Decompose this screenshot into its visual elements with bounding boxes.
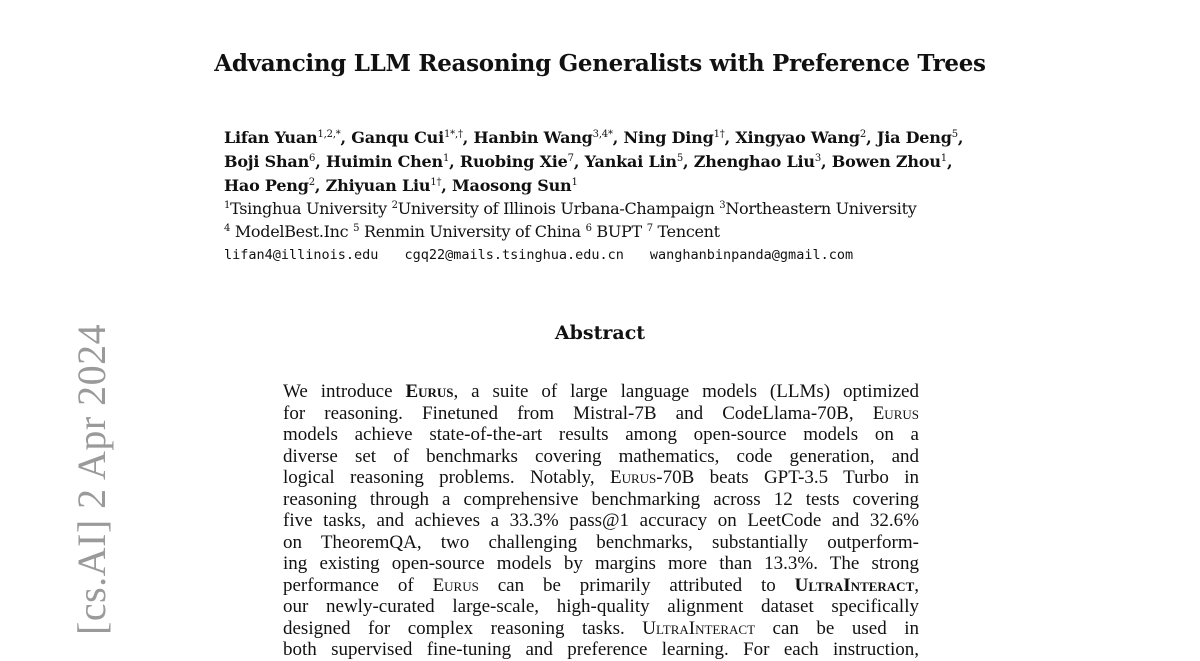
abstract-text: our newly-curated large-scale, high-quality alignment dataset specifically	[283, 596, 919, 617]
abstract-text: logical reasoning problems. Notably,	[283, 467, 610, 488]
author-separator: ,	[573, 152, 585, 171]
author	[624, 128, 725, 147]
author-separator: ,	[462, 128, 474, 147]
abstract-heading: Abstract	[554, 322, 646, 344]
author-affiliation-mark: 2	[308, 177, 315, 188]
abstract-text: ing existing open-source models by margins more than 13.3%. The strong	[283, 553, 919, 574]
author-name: Jia Deng	[876, 128, 952, 147]
author	[832, 152, 947, 171]
affiliation-line	[224, 199, 1044, 218]
abstract-text: designed for complex reasoning tasks.	[283, 617, 643, 639]
author	[326, 152, 449, 171]
affiliation-name: Northeastern University	[725, 199, 917, 218]
email-address: lifan4@illinois.edu	[224, 247, 379, 263]
author-affiliation-mark: 1†	[713, 129, 725, 140]
email-list	[224, 247, 879, 263]
author-separator: ,	[340, 128, 352, 147]
email-address: cgq22@mails.tsinghua.edu.cn	[404, 247, 624, 263]
author-name: Huimin Chen	[325, 152, 443, 171]
author-name: Maosong Sun	[452, 176, 572, 195]
abstract-text: on TheoremQA, two challenging benchmarks, substantially outperform-	[283, 531, 919, 553]
author-affiliation-mark: 1*,†	[444, 129, 463, 140]
abstract-text: , a suite of large language models (LLMs) optimized	[453, 381, 919, 402]
abstract-line	[283, 424, 919, 446]
abstract-text: performance of	[283, 574, 433, 596]
author-affiliation-mark: 1	[442, 153, 450, 164]
author-separator: ,	[724, 128, 736, 147]
affiliation-number: 4	[224, 223, 231, 234]
author	[351, 128, 462, 147]
author-affiliation-mark: 1	[571, 177, 578, 188]
author-separator: ,	[821, 152, 832, 171]
abstract-line	[283, 596, 919, 618]
affiliation-name: Tsinghua University	[230, 199, 392, 218]
abstract-line	[283, 446, 919, 468]
author	[585, 152, 683, 171]
abstract-line	[283, 489, 919, 511]
abstract-line	[283, 553, 919, 575]
affiliation-number: 3	[719, 200, 726, 211]
author	[877, 128, 958, 147]
author	[460, 152, 574, 171]
abstract-line	[283, 639, 919, 661]
affiliation-name: University of Illinois Urbana-Champaign	[397, 199, 720, 218]
abstract-text: -70B beats GPT-3.5 Turbo in	[656, 467, 919, 488]
author-list	[224, 126, 1024, 198]
affiliation-number: 1	[224, 200, 231, 211]
author-line	[224, 176, 578, 195]
abstract-term: Eurus	[432, 574, 479, 596]
author	[224, 128, 341, 147]
author-name: Ganqu Cui	[351, 128, 444, 147]
author	[452, 176, 578, 195]
affiliation-name: ModelBest.Inc	[230, 222, 354, 241]
author-separator: ,	[449, 152, 460, 171]
author-name: Yankai Lin	[584, 152, 677, 171]
author-affiliation-mark: 2	[859, 129, 867, 140]
author-name: Hanbin Wang	[473, 128, 593, 147]
author-affiliation-mark: 1,2,*	[317, 129, 341, 140]
author-separator: ,	[441, 176, 453, 195]
abstract-text: can be primarily attributed to	[478, 574, 795, 596]
author	[735, 128, 866, 147]
author-name: Bowen Zhou	[831, 152, 941, 171]
author-separator: ,	[866, 128, 877, 147]
affiliation-name: BUPT	[591, 222, 647, 241]
affiliation-name: Renmin University of China	[359, 222, 586, 241]
abstract-term: Eurus	[872, 402, 919, 424]
abstract-text: diverse set of benchmarks covering mathematics, code generation, and	[283, 445, 919, 467]
affiliation-number: 7	[646, 223, 653, 234]
abstract-line	[283, 510, 919, 532]
abstract-term: Eurus	[610, 467, 657, 488]
abstract-text: models achieve state-of-the-art results among open-source models on a	[283, 424, 919, 445]
abstract-text: ,	[914, 574, 919, 596]
arxiv-sidebar-stamp	[24, 323, 114, 640]
abstract-text: We introduce	[283, 381, 406, 402]
abstract-line	[283, 575, 919, 597]
abstract-text: can be used in	[755, 617, 920, 639]
author-name: Zhenghao Liu	[693, 152, 815, 171]
author-line	[224, 152, 952, 171]
abstract-term: UltraInteract	[642, 617, 756, 639]
author	[694, 152, 821, 171]
affiliation-number: 2	[391, 200, 398, 211]
author-name: Boji Shan	[224, 152, 310, 171]
abstract-term: UltraInteract	[794, 574, 915, 596]
author-affiliation-mark: 3	[814, 153, 822, 164]
affiliation-line	[224, 222, 1044, 241]
author-separator: ,	[612, 128, 624, 147]
author	[224, 176, 315, 195]
author-separator: ,	[946, 152, 953, 171]
author-affiliation-mark: 1	[940, 153, 947, 164]
affiliation-number: 6	[585, 223, 592, 234]
author-name: Ruobing Xie	[459, 152, 568, 171]
abstract-text: both supervised fine-tuning and preference learning. For each instruction,	[283, 639, 919, 660]
author	[474, 128, 613, 147]
author-separator: ,	[315, 152, 326, 171]
email-address: wanghanbinpanda@gmail.com	[649, 247, 854, 263]
paper-title: Advancing LLM Reasoning Generalists with Preference Trees	[214, 50, 986, 77]
author	[224, 152, 315, 171]
abstract-text: for reasoning. Finetuned from Mistral-7B and CodeLlama-70B,	[283, 402, 873, 424]
abstract-body	[283, 381, 919, 661]
author-affiliation-mark: 5	[951, 129, 958, 140]
author-name: Xingyao Wang	[735, 128, 860, 147]
author-separator: ,	[314, 176, 326, 195]
author-name: Zhiyuan Liu	[325, 176, 431, 195]
abstract-text: five tasks, and achieves a 33.3% pass@1 accuracy on LeetCode and 32.6%	[283, 510, 919, 531]
author-affiliation-mark: 5	[676, 153, 683, 164]
author	[326, 176, 442, 195]
abstract-line	[283, 618, 919, 640]
author-name: Hao Peng	[224, 176, 309, 195]
author-affiliation-mark: 3,4*	[592, 129, 613, 140]
arxiv-stamp-text: [cs.AI] 2 Apr 2024	[69, 323, 114, 635]
abstract-line	[283, 381, 919, 403]
affiliation-name: Tencent	[652, 222, 720, 241]
affiliation-number: 5	[353, 223, 360, 234]
author-affiliation-mark: 7	[567, 153, 574, 164]
abstract-line	[283, 532, 919, 554]
abstract-term: Eurus	[405, 381, 454, 402]
author-line	[224, 128, 963, 147]
author-name: Lifan Yuan	[224, 128, 318, 147]
abstract-line	[283, 403, 919, 425]
author-separator: ,	[682, 152, 694, 171]
author-affiliation-mark: 1†	[430, 177, 442, 188]
abstract-line	[283, 467, 919, 489]
author-name: Ning Ding	[623, 128, 714, 147]
abstract-text: reasoning through a comprehensive benchmarking across 12 tests covering	[283, 488, 919, 510]
author-affiliation-mark: 6	[309, 153, 316, 164]
author-separator: ,	[957, 128, 964, 147]
